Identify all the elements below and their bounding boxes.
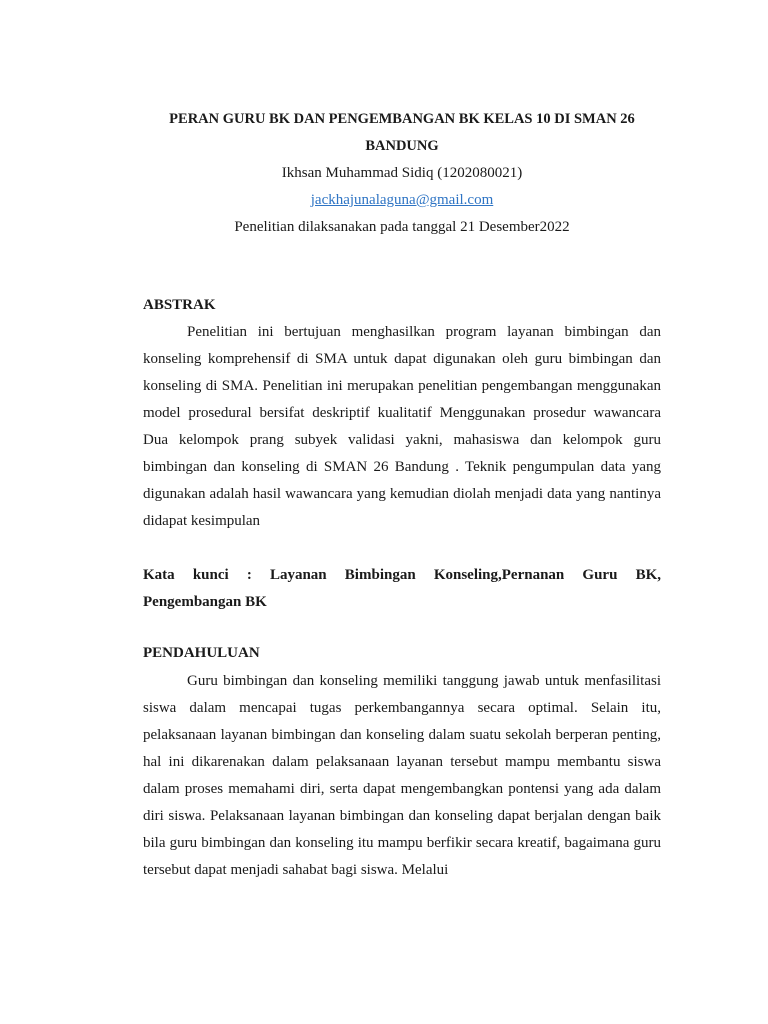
paper-title: PERAN GURU BK DAN PENGEMBANGAN BK KELAS 10 DI SMAN 26 BANDUNG — [169, 111, 635, 154]
keywords-line: Kata kunci : Layanan Bimbingan Konseling,Pernanan Guru BK, Pengembangan BK — [143, 567, 661, 610]
author-email-link[interactable]: jackhajunalaguna@gmail.com — [310, 192, 494, 208]
abstract-heading: ABSTRAK — [143, 297, 216, 313]
paper-header — [143, 106, 661, 241]
abstract-body: Penelitian ini bertujuan menghasilkan program layanan bimbingan dan konseling komprehensif di SMA untuk dapat digunakan oleh guru bimbingan dan konseling di SMA. Penelitian ini merupakan penelitian pengembangan menggunakan model prosedural bersifat deskriptif kualitatif Menggunakan prosedur wawancara Dua kelompok prang subyek validasi yakni, mahasiswa dan kelompok guru bimbingan dan konseling di SMAN 26 Bandung . Teknik pengumpulan data yang digunakan adalah hasil wawancara yang kemudian diolah menjadi data yang nantinya didapat kesimpulan — [143, 324, 661, 529]
research-date: Penelitian dilaksanakan pada tanggal 21 Desember2022 — [234, 219, 570, 235]
introduction-body: Guru bimbingan dan konseling memiliki tanggung jawab untuk menfasilitasi siswa dalam mencapai tugas perkembangannya secara optimal. Selain itu, pelaksanaan layanan bimbingan dan konseling dalam suatu sekolah berperan penting, hal ini dikarenakan dalam pelaksanaan layanan tersebut mampu membantu siswa dalam proses memahami diri, serta dapat mengembangkan pontensi yang ada dalam diri siswa. Pelaksanaan layanan bimbingan dan konseling dapat berjalan dengan baik bila guru bimbingan dan konseling itu mampu berfikir secara kreatif, bagaimana guru tersebut dapat menjadi sahabat bagi siswa. Melalui — [143, 673, 661, 878]
author-line: Ikhsan Muhammad Sidiq (1202080021) — [281, 165, 523, 181]
introduction-heading: PENDAHULUAN — [143, 645, 260, 661]
